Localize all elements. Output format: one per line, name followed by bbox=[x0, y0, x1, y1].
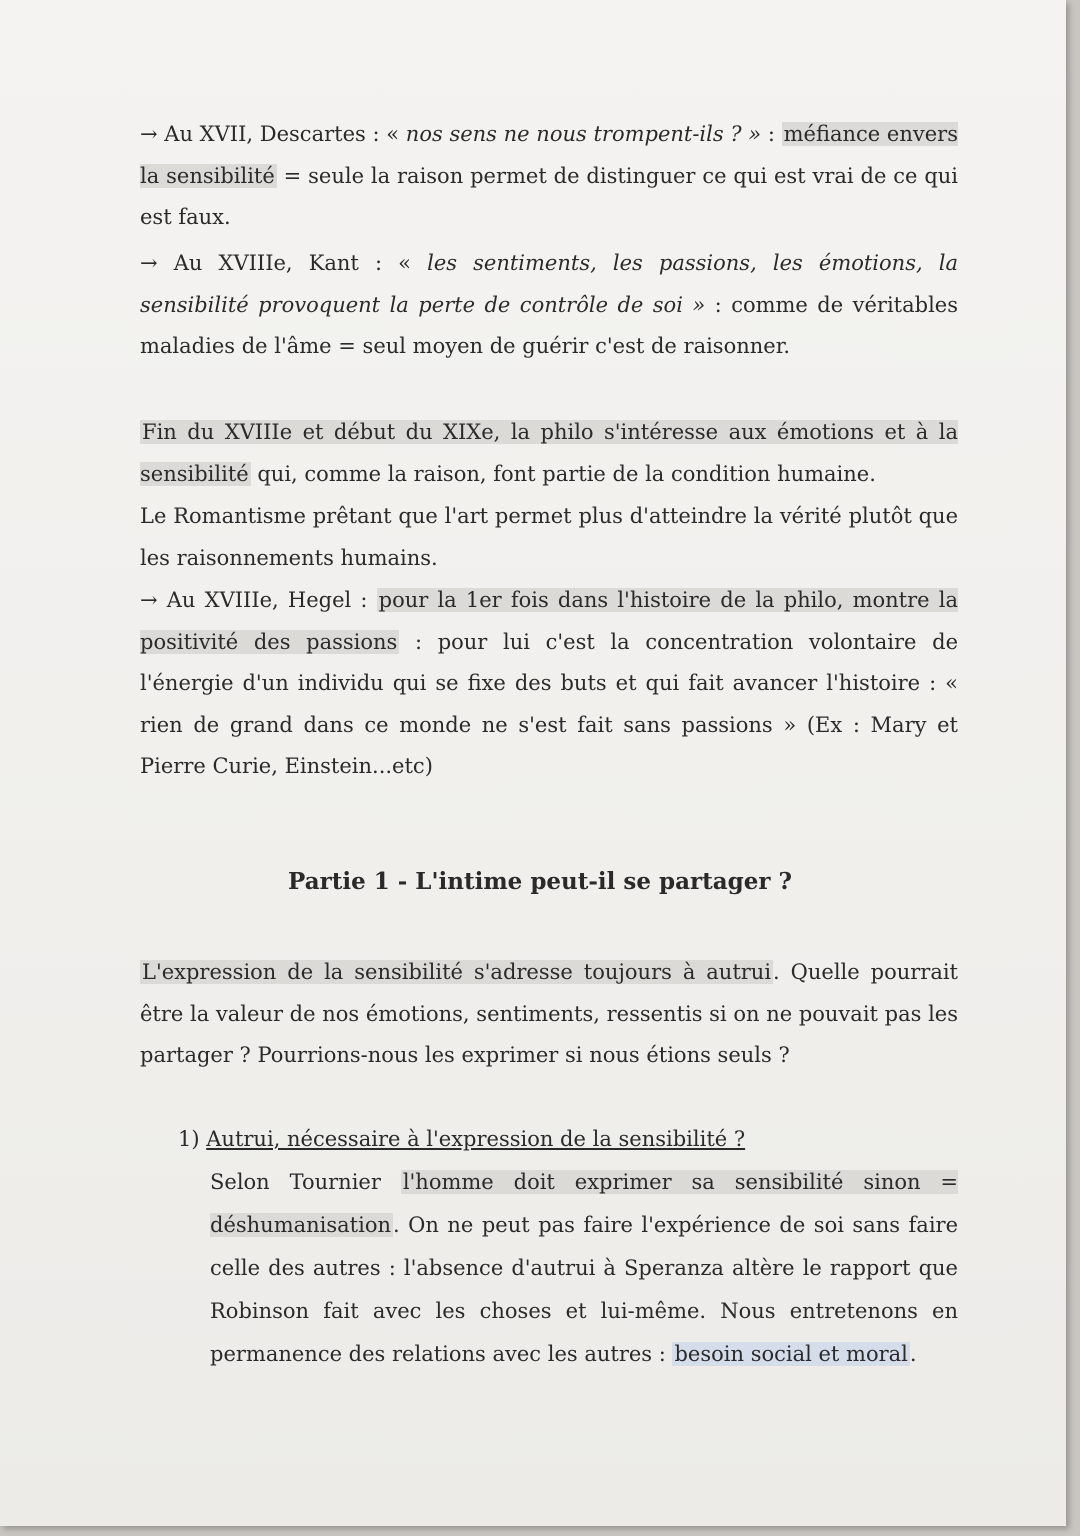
sub-body-b: . On ne peut pas faire l'expérience de soi sans faire celle des autres : l'absence d'autrui à Speranza altère le rapport que Robinson fait avec les choses et lui-même. Nous entretenons en permanence des relations avec les autres : bbox=[210, 1213, 958, 1366]
descartes-rest: = seule la raison permet de distinguer ce qui est vrai de ce qui est faux. bbox=[140, 163, 958, 229]
subsection-body bbox=[178, 1161, 958, 1376]
intro-highlight: L'expression de la sensibilité s'adresse toujours à autrui bbox=[142, 960, 772, 984]
descartes-quote: nos sens ne nous trompent-ils ? » bbox=[405, 122, 768, 146]
romantic-rest: qui, comme la raison, font partie de la condition humaine. bbox=[250, 461, 876, 486]
paragraph-romantic-intro bbox=[140, 412, 958, 495]
kant-rest: : comme de véritables maladies de l'âme = seul moyen de guérir c'est de raisonner. bbox=[140, 292, 958, 358]
paragraph-hegel bbox=[140, 580, 958, 788]
paragraph-kant bbox=[140, 243, 958, 368]
paragraph-descartes bbox=[140, 114, 958, 239]
subsection-1 bbox=[178, 1118, 958, 1376]
subsection-number: 1) bbox=[178, 1127, 200, 1151]
descartes-highlight: méfiance envers la sensibilité bbox=[140, 122, 958, 188]
sub-body-a: Selon Tournier bbox=[210, 1170, 401, 1194]
part-title: Partie 1 - L'intime peut-il se partager ? bbox=[288, 868, 792, 895]
hegel-prefix: → Au XVIIIe, Hegel : bbox=[140, 588, 377, 612]
subsection-title: Autrui, nécessaire à l'expression de la sensibilité ? bbox=[206, 1127, 746, 1151]
kant-quote: les sentiments, les passions, les émotions, la sensibilité provoquent la perte de contrôle de soi » bbox=[140, 251, 958, 317]
paragraph-part1-intro bbox=[140, 952, 958, 1077]
kant-prefix: → Au XVIIIe, Kant : « bbox=[140, 251, 428, 275]
intro-rest: . Quelle pourrait être la valeur de nos émotions, sentiments, ressentis si on ne pouvait pas les partager ? Pourrions-nous les exprimer si nous étions seuls ? bbox=[140, 960, 958, 1067]
subsection-heading bbox=[178, 1118, 958, 1161]
romantisme-text: Le Romantisme prêtant que l'art permet plus d'atteindre la vérité plutôt que les raisonnements humains. bbox=[140, 504, 958, 570]
paragraph-romantisme bbox=[140, 496, 958, 579]
sub-body-highlight: l'homme doit exprimer sa sensibilité sinon = déshumanisation bbox=[210, 1170, 959, 1237]
descartes-prefix: → Au XVII, Descartes : « bbox=[140, 122, 406, 146]
descartes-sep: : bbox=[767, 122, 782, 146]
romantic-highlight: Fin du XVIIIe et début du XIXe, la philo s'intéresse aux émotions et à la sensibilité bbox=[140, 420, 958, 486]
sub-body-c: . bbox=[909, 1342, 917, 1366]
hegel-highlight: pour la 1er fois dans l'histoire de la philo, montre la positivité des passions bbox=[140, 588, 958, 654]
hegel-rest: : pour lui c'est la concentration volontaire de l'énergie d'un individu qui se fixe des buts et qui fait avancer l'histoire : « rien de grand dans ce monde ne s'est fait sans passions » (Ex : Mary et Pierre Curie, Einstein...etc) bbox=[140, 629, 958, 778]
sub-body-highlight-blue: besoin social et moral bbox=[674, 1342, 908, 1366]
